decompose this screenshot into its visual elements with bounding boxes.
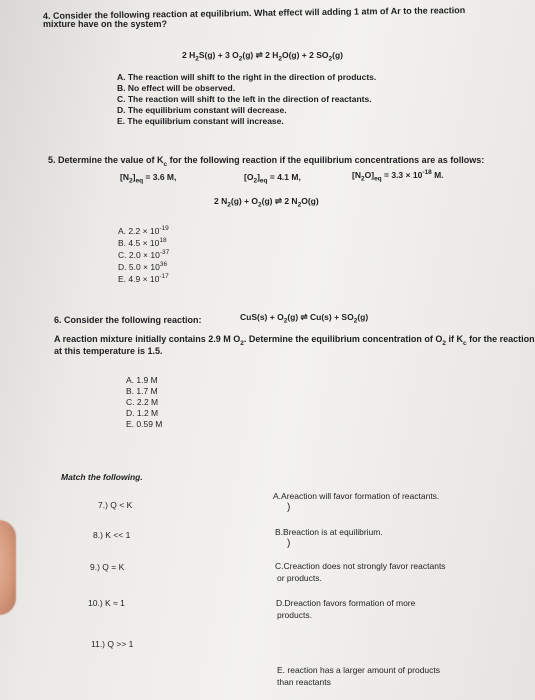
q6-prompt: 6. Consider the following reaction:	[54, 315, 202, 325]
q6-equation: $CuS(s) + O_2(g)$ ⇌ $Cu(s) + SO_2(g)$	[240, 312, 369, 325]
match-answer-b: B.Breaction is at equilibrium.	[275, 527, 383, 537]
q4-option-d: D. The equilibrium constant will decrease.	[117, 105, 287, 115]
q4-equation: 2 $H_2S(g) + 3$ $O_2(g)$ ⇌ 2 $H_2O(g) + 2$ $SO_2(g)$	[182, 50, 343, 63]
q5-option-d: D. $5.0 \times 10^{36}$	[118, 261, 168, 272]
q6-body-line1: A reaction mixture initially contains 2.9 M $O_2$. Determine the equilibrium concentration of $O_2$ if $K_c$ for the reaction	[54, 334, 535, 347]
match-answer-c-line1: C.Creaction does not strongly favor reactants	[275, 561, 446, 571]
match-item-9: 9.) Q = K	[90, 562, 125, 572]
q6-option-c: C. 2.2 M	[126, 397, 159, 407]
q6-option-e: E. 0.59 M	[126, 419, 163, 429]
match-answer-a-paren: )	[287, 502, 291, 513]
q4-option-c: C. The reaction will shift to the left in the direction of reactants.	[117, 94, 372, 104]
match-answer-e-line1: E. reaction has a larger amount of products	[277, 665, 441, 675]
q5-option-e: E. $4.9 \times 10^{-17}$	[118, 273, 169, 284]
match-item-7: 7.) Q < K	[98, 500, 133, 510]
q5-option-b: B. $4.5 \times 10^{18}$	[118, 237, 167, 248]
q6-option-a: A. 1.9 M	[126, 375, 158, 385]
match-answer-e-line2: than reactants	[277, 677, 331, 687]
q4-prompt-line1: 4. Consider the following reaction at equilibrium. What effect will adding 1 atm of Ar to the reaction	[42, 5, 466, 21]
match-heading: Match the following.	[61, 472, 143, 482]
match-answer-a: A.Areaction will favor formation of reactants.	[273, 491, 440, 501]
finger-edge	[0, 520, 16, 615]
match-item-8: 8.) K << 1	[93, 530, 131, 540]
q4-prompt-line2: mixture have on the system?	[43, 19, 168, 29]
q5-option-c: C. $2.0 \times 10^{-37}$	[118, 249, 170, 260]
match-item-10: 10.) K ≈ 1	[88, 598, 125, 608]
q6-option-b: B. 1.7 M	[126, 386, 158, 396]
q5-option-a: A. $2.2 \times 10^{-19}$	[118, 225, 169, 236]
q5-conc-n2o: $[N_2O]_{eq} = 3.3 \times 10^{-18}$ M.	[352, 169, 444, 183]
q5-equation: 2 $N_2(g) + O_2(g)$ ⇌ 2 $N_2O(g)$	[214, 196, 319, 209]
q5-conc-n2: $[N_2]_{eq} = 3.6$ M,	[120, 172, 177, 185]
q4-option-a: A. The reaction will shift to the right in the direction of products.	[117, 72, 377, 82]
match-answer-b-paren: )	[287, 538, 291, 549]
q5-prompt: 5. Determine the value of $K_c$ for the following reaction if the equilibrium concentrations are as follows:	[48, 155, 485, 168]
match-answer-d-line2: products.	[277, 610, 312, 620]
match-answer-d-line1: D.Dreaction favors formation of more	[276, 598, 416, 608]
q4-option-e: E. The equilibrium constant will increase.	[117, 116, 284, 126]
match-item-11: 11.) Q >> 1	[91, 639, 134, 649]
q6-body-line2: at this temperature is 1.5.	[54, 346, 163, 356]
match-answer-c-line2: or products.	[277, 573, 322, 583]
q6-option-d: D. 1.2 M	[126, 408, 159, 418]
q4-option-b: B. No effect will be observed.	[117, 83, 236, 93]
q5-conc-o2: $[O_2]_{eq} = 4.1$ M,	[244, 172, 301, 185]
